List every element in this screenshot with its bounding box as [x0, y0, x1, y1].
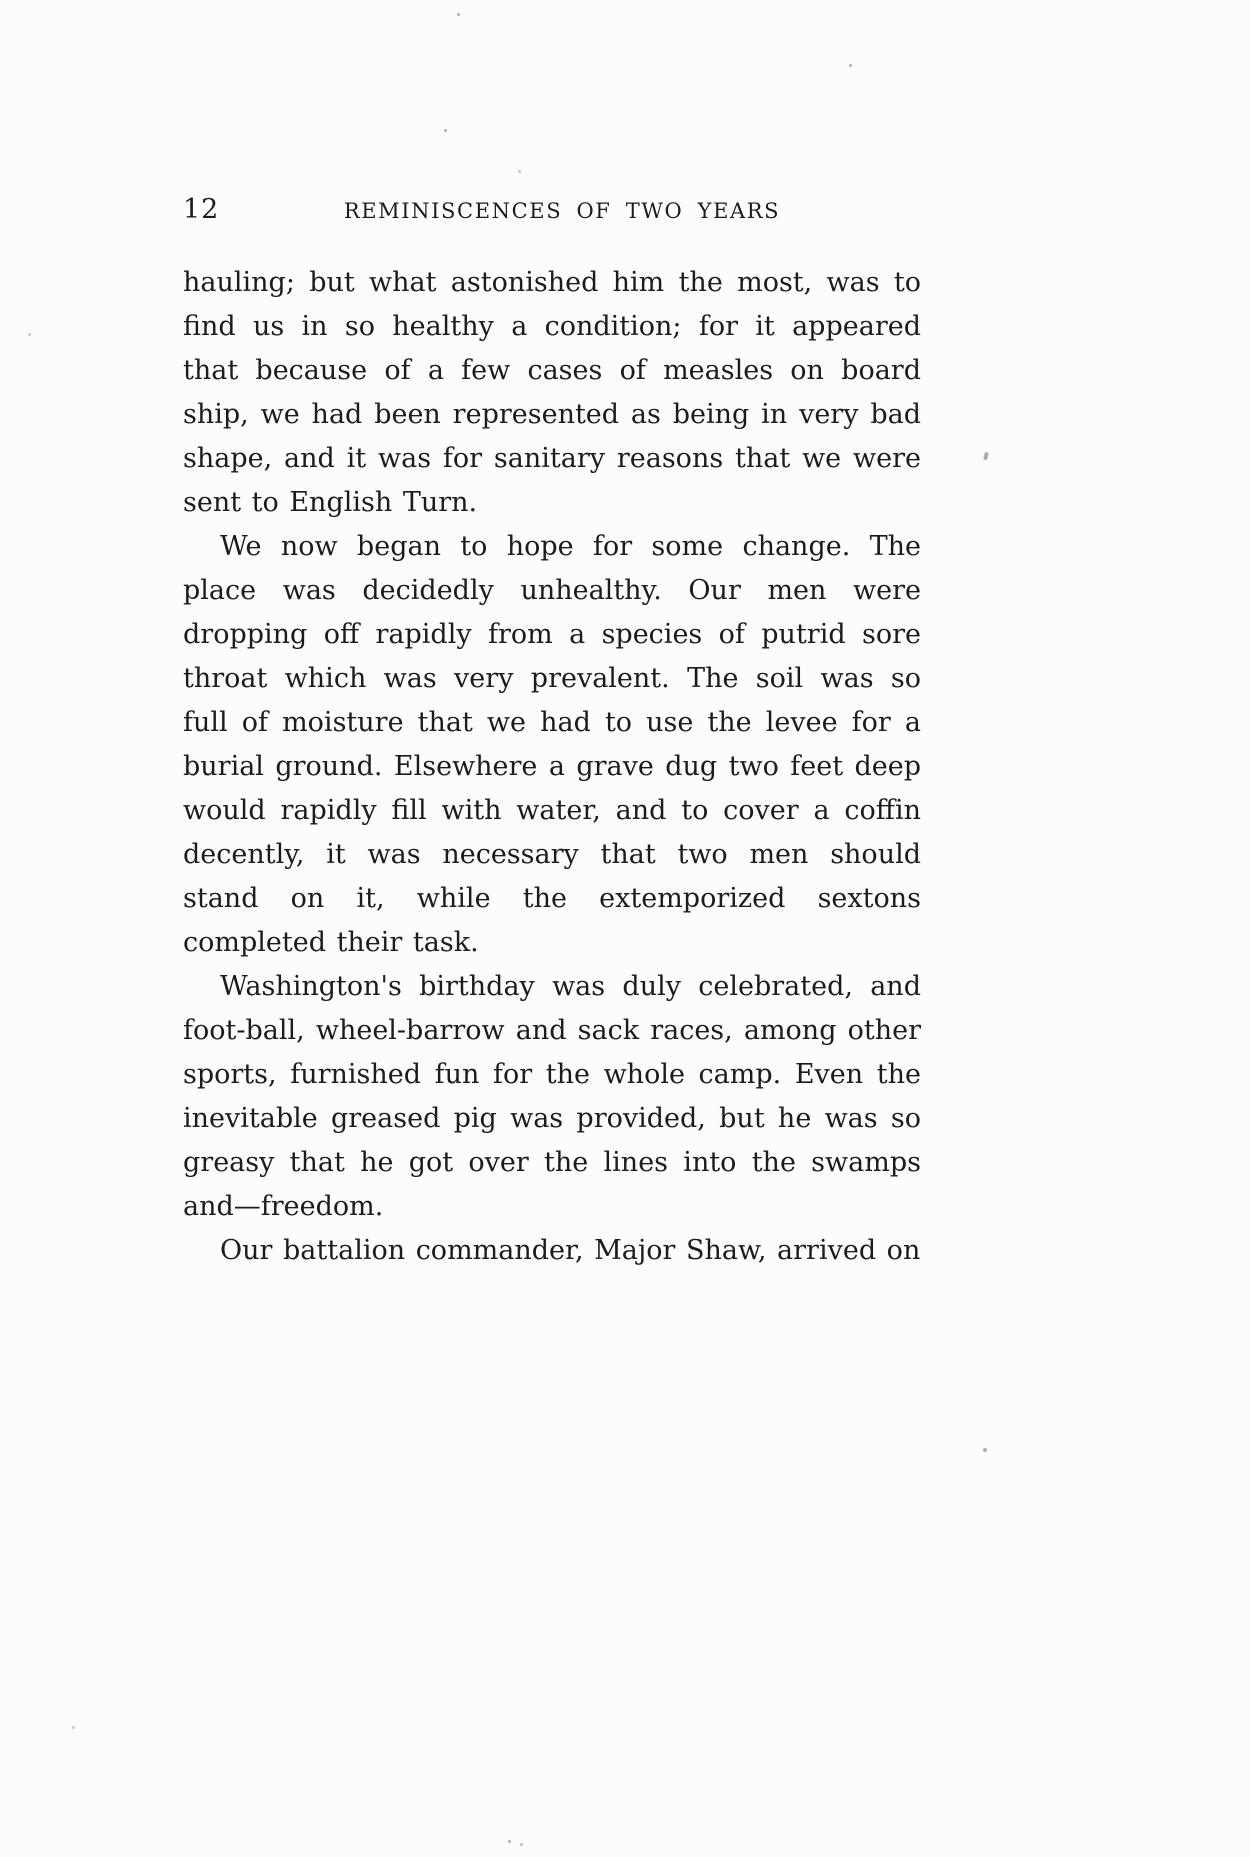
scan-speck [28, 333, 31, 336]
scan-speck [457, 13, 460, 16]
scan-speck [849, 64, 852, 67]
scan-speck [983, 1448, 987, 1452]
body-paragraph: We now began to hope for some change. The place was decidedly unhealthy. Our men were dropping off rapidly from a species of putrid sore throat which was very prevalent. The soil was so full of moisture that we had to use the levee for a burial ground. Elsewhere a grave dug two feet deep would rapidly fill with water, and to cover a coffin decently, it was necessary that two men should stand on it, while the extemporized sextons completed their task. [183, 531, 921, 958]
running-header: REMINISCENCES OF TWO YEARS [343, 199, 781, 223]
body-text [183, 261, 921, 1273]
book-page [183, 194, 921, 1273]
page-number: 12 [183, 194, 220, 225]
scan-speck [983, 452, 989, 461]
scan-speck [508, 1840, 511, 1843]
scan-speck [518, 170, 521, 173]
scan-speck [72, 1726, 75, 1729]
scan-speck [444, 129, 447, 132]
body-paragraph: Washington's birthday was duly celebrated, and foot-ball, wheel-barrow and sack races, among other sports, furnished fun for the whole camp. Even the inevitable greased pig was provided, but he was so greasy that he got over the lines into the swamps and—freedom. [183, 971, 921, 1222]
body-paragraph: Our battalion commander, Major Shaw, arrived on [220, 1235, 921, 1266]
body-paragraph: hauling; but what astonished him the most, was to find us in so healthy a condition; for it appeared that because of a few cases of measles on board ship, we had been represented as being in very bad shape, and it was for sanitary reasons that we were sent to English Turn. [183, 267, 921, 518]
scan-speck [520, 1843, 523, 1846]
page-header [183, 194, 921, 225]
